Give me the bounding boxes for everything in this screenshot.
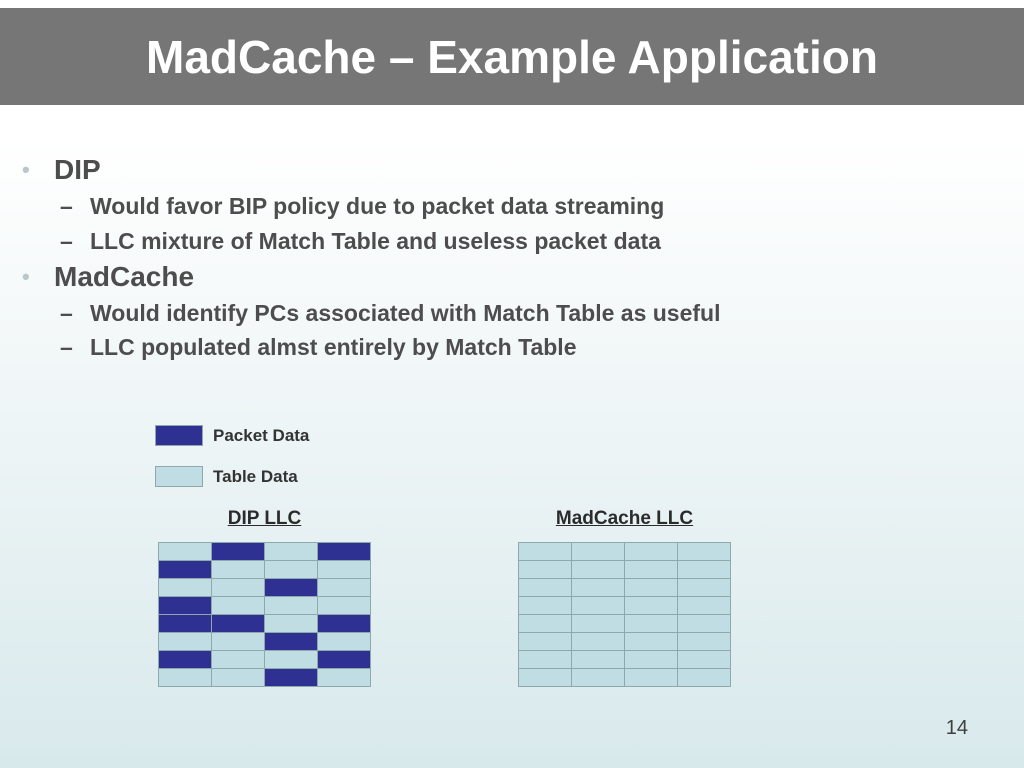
cache-cell (212, 633, 264, 650)
cache-cell (159, 633, 211, 650)
cache-cell (318, 597, 370, 614)
cache-cell (678, 651, 730, 668)
cache-cell (159, 561, 211, 578)
bullet-text: Would identify PCs associated with Match Table as useful (90, 300, 721, 327)
cache-cell (572, 579, 624, 596)
diagram-madcache-llc (518, 508, 731, 687)
cache-cell (678, 633, 730, 650)
legend (155, 425, 309, 507)
legend-item-packet-data (155, 425, 309, 446)
diagram-caption-madcache-llc: MadCache LLC (555, 508, 694, 529)
cache-cell (159, 669, 211, 686)
cache-cell (678, 543, 730, 560)
cache-cell (212, 579, 264, 596)
bullet-text: LLC mixture of Match Table and useless packet data (90, 227, 661, 254)
cache-cell (265, 579, 317, 596)
cache-cell (519, 543, 571, 560)
cache-cell (519, 597, 571, 614)
cache-cell (265, 669, 317, 686)
cache-cell (519, 561, 571, 578)
diagram-caption-dip-llc: DIP LLC (227, 508, 302, 529)
cache-cell (519, 615, 571, 632)
cache-cell (212, 597, 264, 614)
cache-grid-madcache (518, 542, 731, 687)
cache-cell (519, 669, 571, 686)
cache-cell (265, 633, 317, 650)
cache-cell (678, 615, 730, 632)
cache-cell (159, 651, 211, 668)
bullet-item-dip-llc (22, 226, 982, 256)
cache-cell (318, 579, 370, 596)
cache-cell (678, 597, 730, 614)
cache-cell (265, 615, 317, 632)
cache-cell (318, 543, 370, 560)
bullet-item-madcache-llc (22, 332, 982, 362)
page-title: MadCache – Example Application (146, 30, 878, 83)
cache-cell (625, 579, 677, 596)
legend-label-table-data: Table Data (213, 466, 298, 486)
cache-cell (318, 561, 370, 578)
cache-cell (265, 543, 317, 560)
bullet-marker: • (22, 263, 30, 289)
cache-cell (159, 597, 211, 614)
cache-cell (572, 669, 624, 686)
cache-cell (159, 543, 211, 560)
cache-cell (625, 651, 677, 668)
cache-cell (572, 633, 624, 650)
cache-cell (678, 669, 730, 686)
bullet-text: MadCache (54, 260, 195, 292)
cache-cell (212, 651, 264, 668)
cache-cell (212, 543, 264, 560)
cache-cell (625, 561, 677, 578)
cache-cell (159, 579, 211, 596)
cache-cell (159, 615, 211, 632)
bullet-text: Would favor BIP policy due to packet data streaming (90, 193, 665, 220)
bullet-item-madcache-pcs (22, 298, 982, 328)
diagram-dip-llc (158, 508, 371, 687)
legend-swatch-table-data (155, 466, 203, 487)
bullet-marker: – (60, 334, 73, 361)
legend-item-table-data (155, 466, 309, 487)
bullet-list (22, 153, 982, 367)
cache-cell (625, 543, 677, 560)
cache-grid-dip (158, 542, 371, 687)
bullet-item-dip-bip (22, 191, 982, 221)
cache-cell (678, 579, 730, 596)
bullet-item-madcache (22, 260, 982, 294)
cache-cell (572, 597, 624, 614)
cache-cell (265, 561, 317, 578)
cache-cell (625, 633, 677, 650)
bullet-marker: – (60, 300, 73, 327)
legend-label-packet-data: Packet Data (213, 425, 310, 445)
bullet-marker: – (60, 193, 73, 220)
bullet-text: LLC populated almst entirely by Match Table (90, 334, 577, 361)
bullet-item-dip (22, 153, 982, 187)
cache-cell (572, 561, 624, 578)
cache-cell (265, 597, 317, 614)
cache-cell (318, 615, 370, 632)
cache-cell (625, 597, 677, 614)
cache-cell (572, 651, 624, 668)
bullet-marker: – (60, 227, 73, 254)
cache-cell (572, 543, 624, 560)
cache-cell (318, 633, 370, 650)
cache-cell (625, 669, 677, 686)
cache-cell (519, 579, 571, 596)
cache-cell (572, 615, 624, 632)
bullet-marker: • (22, 157, 30, 182)
cache-cell (212, 615, 264, 632)
slide-content (0, 103, 1024, 768)
cache-cell (318, 651, 370, 668)
cache-cell (318, 669, 370, 686)
cache-cell (519, 651, 571, 668)
cache-cell (212, 561, 264, 578)
slide-title-bar (0, 8, 1024, 105)
bullet-text: DIP (54, 154, 101, 185)
legend-swatch-packet-data (155, 425, 203, 446)
cache-diagrams (0, 508, 1024, 728)
cache-cell (212, 669, 264, 686)
cache-cell (265, 651, 317, 668)
cache-cell (625, 615, 677, 632)
cache-cell (678, 561, 730, 578)
cache-cell (519, 633, 571, 650)
page-number: 14 (945, 717, 968, 739)
